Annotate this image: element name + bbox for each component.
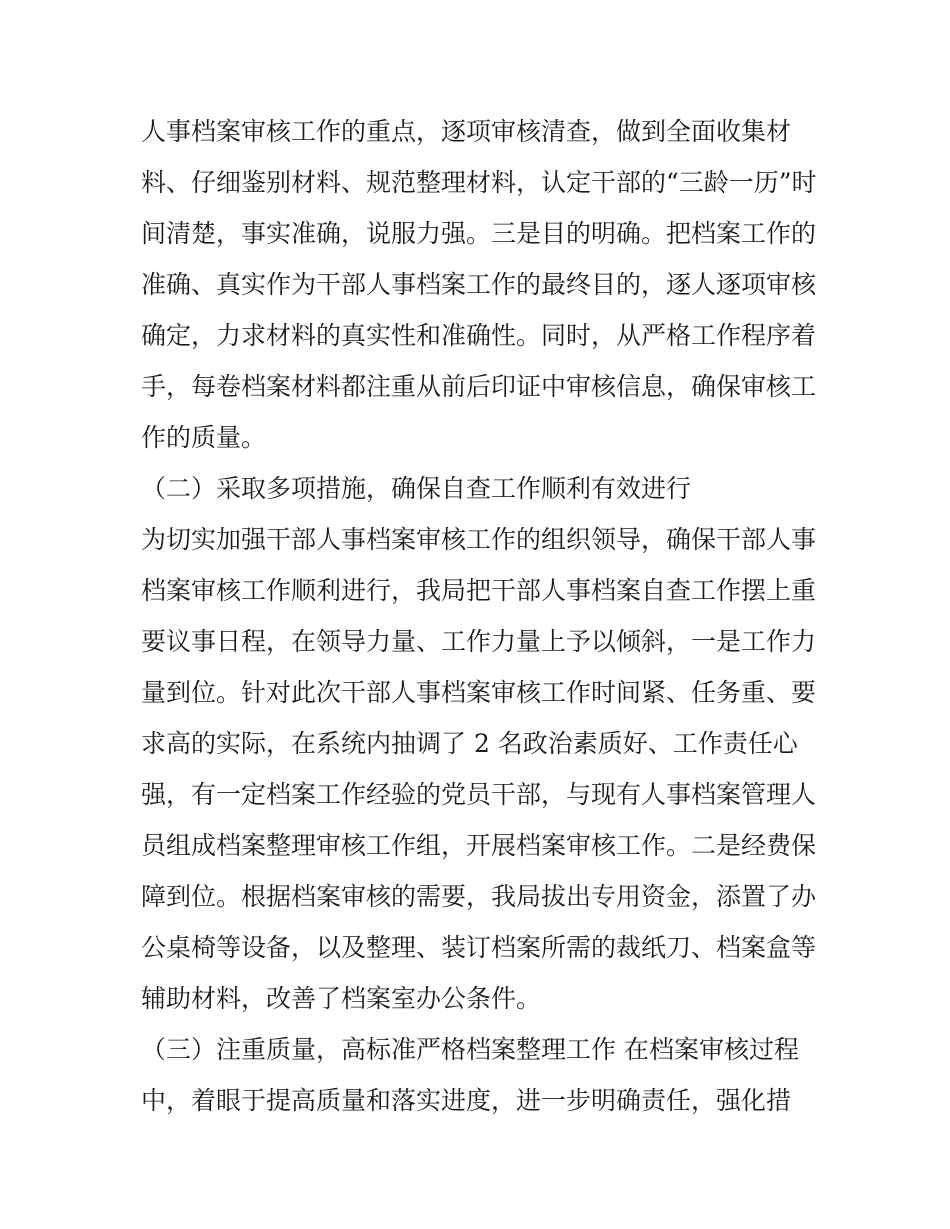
text-line: 员组成档案整理审核工作组，开展档案审核工作。二是经费保 <box>141 831 817 860</box>
text-line: 确定，力求材料的真实性和准确性。同时，从严格工作程序着 <box>141 321 817 350</box>
section-heading: （二）采取多项措施，确保自查工作顺利有效进行 <box>141 474 692 503</box>
document-body <box>141 106 821 1126</box>
text-line: 中，着眼于提高质量和落实进度，进一步明确责任，强化措 <box>141 1086 792 1115</box>
text-line: 量到位。针对此次干部人事档案审核工作时间紧、任务重、要 <box>141 678 817 707</box>
text-line: 准确、真实作为干部人事档案工作的最终目的，逐人逐项审核 <box>141 270 817 299</box>
section-heading: （三）注重质量，高标准严格档案整理工作 在档案审核过程 <box>141 1035 799 1064</box>
text-line: 求高的实际，在系统内抽调了 2 名政治素质好、工作责任心 <box>141 729 798 758</box>
text-line: 强，有一定档案工作经验的党员干部，与现有人事档案管理人 <box>141 780 817 809</box>
text-line: 公桌椅等设备，以及整理、装订档案所需的裁纸刀、档案盒等 <box>141 933 817 962</box>
text-line: 人事档案审核工作的重点，逐项审核清查，做到全面收集材 <box>141 117 792 146</box>
text-line: 要议事日程，在领导力量、工作力量上予以倾斜，一是工作力 <box>141 627 817 656</box>
text-line: 作的质量。 <box>141 423 267 452</box>
text-line: 手，每卷档案材料都注重从前后印证中审核信息，确保审核工 <box>141 372 817 401</box>
text-line: 辅助材料，改善了档案室办公条件。 <box>141 984 542 1013</box>
text-line: 障到位。根据档案审核的需要，我局拔出专用资金，添置了办 <box>141 882 817 911</box>
text-line: 为切实加强干部人事档案审核工作的组织领导，确保干部人事 <box>141 525 817 554</box>
text-line: 料、仔细鉴别材料、规范整理材料，认定干部的“三龄一历”时 <box>141 168 817 197</box>
text-line: 间清楚，事实准确，说服力强。三是目的明确。把档案工作的 <box>141 219 817 248</box>
text-line: 档案审核工作顺利进行，我局把干部人事档案自查工作摆上重 <box>141 576 817 605</box>
